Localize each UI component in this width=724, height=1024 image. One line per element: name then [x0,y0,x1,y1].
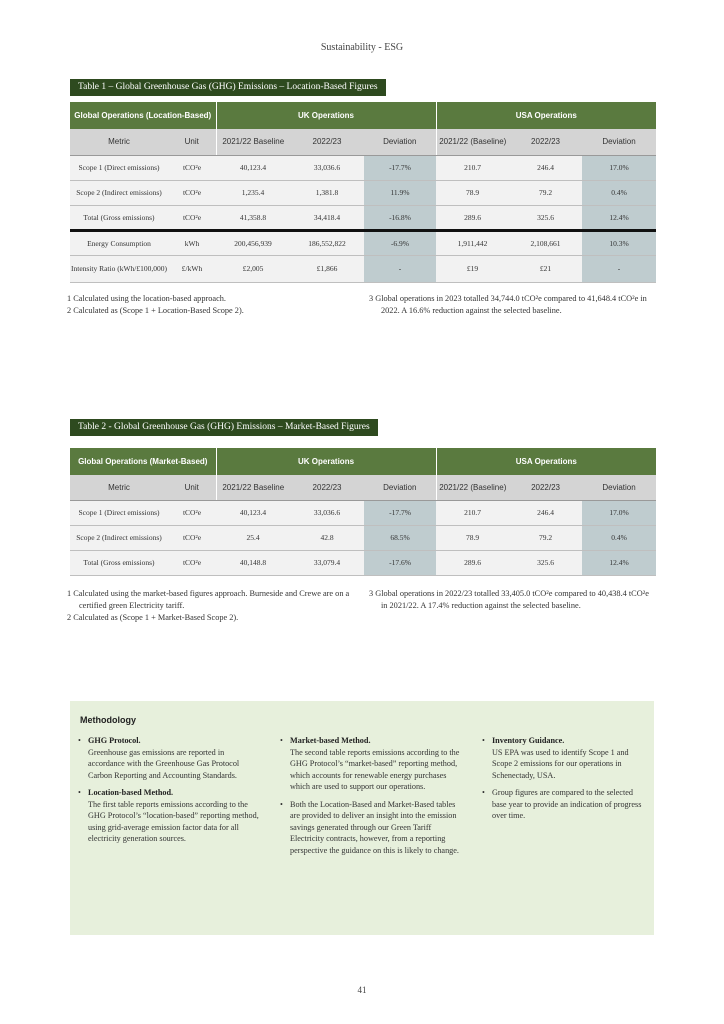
unit-cell: tCO²e [168,155,216,180]
value-cell: 325.6 [509,205,582,230]
deviation-cell: 12.4% [582,550,656,575]
value-cell: 1,235.4 [216,180,290,205]
table2-col-usa-base: 2021/22 (Baseline) [436,475,509,500]
table2-uk-label: UK Operations [216,448,436,475]
deviation-cell: 68.5% [364,525,436,550]
table-row [70,500,656,525]
value-cell: 40,123.4 [216,155,290,180]
metric-cell: Total (Gross emissions) [70,205,168,230]
table1-col-uk-dev: Deviation [364,129,436,155]
footnote: 1 Calculated using the location-based approach. [67,294,226,303]
unit-cell: tCO²e [168,500,216,525]
value-cell: 78.9 [436,180,509,205]
table1-col-uk-2223: 2022/23 [290,129,364,155]
table-row [70,255,656,282]
table1-usa-label: USA Operations [436,102,656,129]
value-cell: 79.2 [509,525,582,550]
metric-cell: Energy Consumption [70,230,168,255]
value-cell: £19 [436,255,509,282]
value-cell: 325.6 [509,550,582,575]
value-cell: 42.8 [290,525,364,550]
table1-uk-label: UK Operations [216,102,436,129]
methodology-item-body: The second table reports emissions according to the GHG Protocol’s “market-based” reporting method, which accounts for renewable energy purchases which are used to support our operations. [290,747,460,791]
table1-title: Table 1 – Global Greenhouse Gas (GHG) Emissions – Location-Based Figures [70,79,386,96]
methodology-item-body: The first table reports emissions according to the GHG Protocol’s “location-based” reporting method, using grid-average emission factor data for all electricity generation sources. [88,799,259,843]
footnote: 2 Calculated as (Scope 1 + Market-Based Scope 2). [67,613,239,622]
value-cell: 210.7 [436,155,509,180]
footnote: 1 Calculated using the market-based figures approach. Burneside and Crewe are on a certified green Electricity tariff. [67,589,350,610]
value-cell: 79.2 [509,180,582,205]
metric-cell: Scope 1 (Direct emissions) [70,500,168,525]
table1-notes-left [67,293,357,317]
table-row [70,550,656,575]
table2-col-uk-base: 2021/22 Baseline [216,475,290,500]
value-cell: 41,358.8 [216,205,290,230]
value-cell: 33,036.6 [290,155,364,180]
value-cell: 289.6 [436,550,509,575]
table2-col-uk-2223: 2022/23 [290,475,364,500]
table2-title: Table 2 - Global Greenhouse Gas (GHG) Emissions – Market-Based Figures [70,419,378,436]
value-cell: 40,123.4 [216,500,290,525]
table1-col-uk-base: 2021/22 Baseline [216,129,290,155]
deviation-cell: -16.8% [364,205,436,230]
unit-cell: tCO²e [168,180,216,205]
methodology-item [482,735,648,781]
table1-col-usa-2223: 2022/23 [509,129,582,155]
value-cell: 246.4 [509,155,582,180]
metric-cell: Scope 1 (Direct emissions) [70,155,168,180]
value-cell: 40,148.8 [216,550,290,575]
unit-cell: tCO²e [168,550,216,575]
unit-cell: kWh [168,230,216,255]
table2-col-usa-dev: Deviation [582,475,656,500]
table-row [70,155,656,180]
value-cell: £2,005 [216,255,290,282]
value-cell: 2,108,661 [509,230,582,255]
methodology-item [280,735,460,793]
methodology-col-1 [78,735,262,851]
methodology-item-body: Group figures are compared to the selected base year to provide an indication of progress over time. [492,788,642,820]
methodology-col-2 [280,735,460,862]
value-cell: 246.4 [509,500,582,525]
table2 [70,448,656,576]
deviation-cell: 17.0% [582,500,656,525]
deviation-cell: -6.9% [364,230,436,255]
unit-cell: tCO²e [168,525,216,550]
value-cell: 34,418.4 [290,205,364,230]
table1-group-label: Global Operations (Location-Based) [70,102,216,129]
methodology-item-head: • GHG Protocol. [88,736,141,745]
footnote: 3 Global operations in 2022/23 totalled 33,405.0 tCO²e compared to 40,438.4 tCO²e in 2021/22. A 17.4% reduction against the selected baseline. [369,589,649,610]
value-cell: £21 [509,255,582,282]
value-cell: 289.6 [436,205,509,230]
deviation-cell: -17.7% [364,500,436,525]
value-cell: 33,036.6 [290,500,364,525]
methodology-item [482,787,648,822]
footnote: 3 Global operations in 2023 totalled 34,744.0 tCO²e compared to 41,648.4 tCO²e in 2022. A 16.6% reduction against the selected baseline. [369,294,647,315]
deviation-cell: - [364,255,436,282]
deviation-cell: -17.7% [364,155,436,180]
footnote: 2 Calculated as (Scope 1 + Location-Based Scope 2). [67,306,244,315]
methodology-title: Methodology [80,715,136,725]
value-cell: 25.4 [216,525,290,550]
methodology-item [78,787,262,845]
metric-cell: Intensity Ratio (kWh/£100,000) [70,255,168,282]
metric-cell: Scope 2 (Indirect emissions) [70,180,168,205]
methodology-item-head: • Location-based Method. [88,788,174,797]
value-cell: 200,456,939 [216,230,290,255]
metric-cell: Scope 2 (Indirect emissions) [70,525,168,550]
deviation-cell: 0.4% [582,525,656,550]
table-row [70,525,656,550]
table2-notes-right [369,588,654,612]
value-cell: 186,552,822 [290,230,364,255]
value-cell: £1,866 [290,255,364,282]
table1-col-usa-dev: Deviation [582,129,656,155]
table2-notes-left [67,588,357,624]
page-number: 41 [357,985,367,995]
table2-col-uk-dev: Deviation [364,475,436,500]
methodology-item [280,799,460,857]
table-row [70,180,656,205]
table2-col-usa-2223: 2022/23 [509,475,582,500]
unit-cell: £/kWh [168,255,216,282]
value-cell: 1,911,442 [436,230,509,255]
deviation-cell: 10.3% [582,230,656,255]
methodology-item-body: Both the Location-Based and Market-Based tables are provided to deliver an insight into the emission savings generated through our Green Tariff Electricity contracts, however, from a reporting perspective the guidance on this is likely to change. [290,799,459,855]
table-row [70,205,656,230]
methodology-panel [70,701,654,935]
methodology-item-head: • Inventory Guidance. [492,736,565,745]
value-cell: 1,381.8 [290,180,364,205]
page-header: Sustainability - ESG [320,42,404,53]
value-cell: 78.9 [436,525,509,550]
value-cell: 33,079.4 [290,550,364,575]
methodology-item-body: Greenhouse gas emissions are reported in accordance with the Greenhouse Gas Protocol Carbon Reporting and Accounting Standards. [88,747,240,780]
methodology-col-3 [482,735,648,828]
deviation-cell: 11.9% [364,180,436,205]
methodology-item [78,735,262,781]
table1-col-metric: Metric [70,129,168,155]
table1-col-unit: Unit [168,129,216,155]
deviation-cell: 0.4% [582,180,656,205]
value-cell: 210.7 [436,500,509,525]
table1 [70,102,656,283]
metric-cell: Total (Gross emissions) [70,550,168,575]
unit-cell: tCO²e [168,205,216,230]
deviation-cell: 12.4% [582,205,656,230]
methodology-item-body: US EPA was used to identify Scope 1 and Scope 2 emissions for our operations in Schenectady, USA. [492,747,629,780]
table-row [70,230,656,255]
table2-col-unit: Unit [168,475,216,500]
deviation-cell: 17.0% [582,155,656,180]
table1-notes-right [369,293,654,317]
table2-usa-label: USA Operations [436,448,656,475]
table2-group-label: Global Operations (Market-Based) [70,448,216,475]
table1-col-usa-base: 2021/22 (Baseline) [436,129,509,155]
methodology-item-head: • Market-based Method. [290,736,371,745]
deviation-cell: -17.6% [364,550,436,575]
table2-col-metric: Metric [70,475,168,500]
deviation-cell: - [582,255,656,282]
